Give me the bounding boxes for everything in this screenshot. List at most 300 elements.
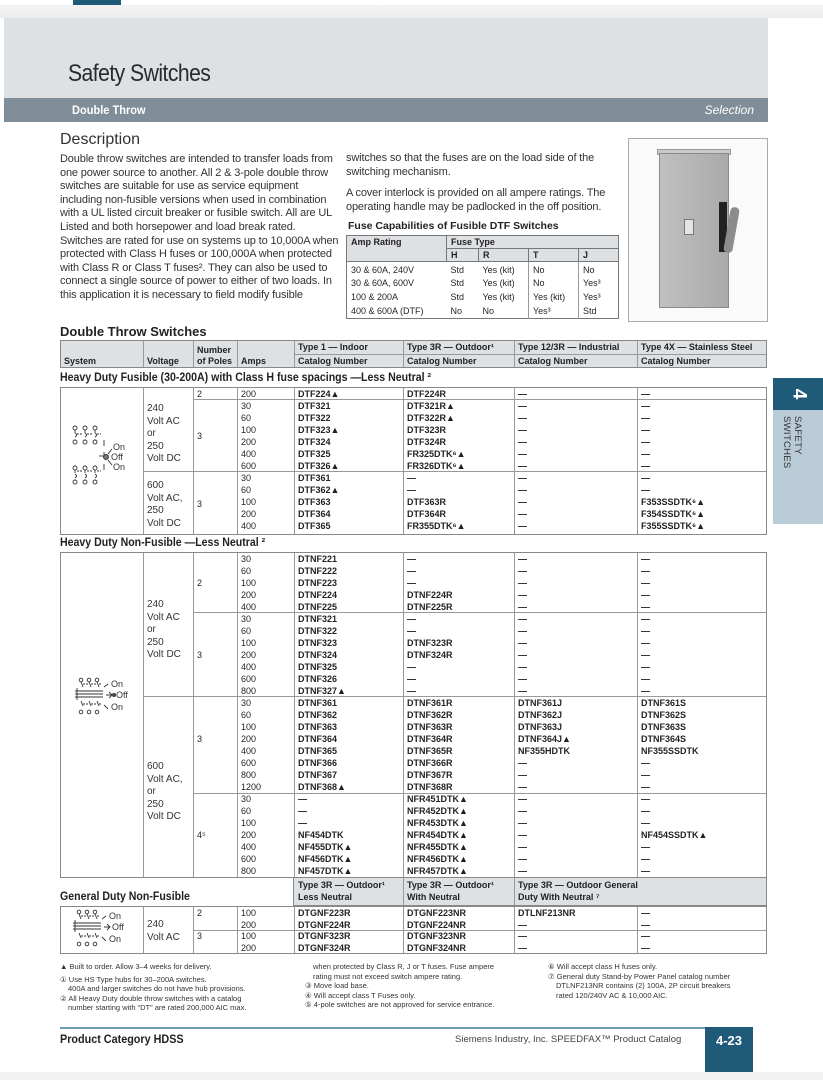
header-voltage: Voltage [147, 356, 179, 366]
amps-cell: 60 [241, 566, 252, 576]
main-table-header [60, 340, 767, 368]
type12-catalog-number: — [518, 758, 527, 768]
type3r-catalog-number: — [407, 473, 416, 483]
type12-catalog-number: — [518, 461, 527, 471]
header-poles-1: Number [197, 345, 232, 355]
type1-catalog-number: NF454DTK [298, 830, 344, 840]
type3r-catalog-number: NFR455DTK▲ [407, 842, 468, 852]
type3r-catalog-number: — [407, 686, 416, 696]
type4x-catalog-number: — [641, 554, 650, 564]
type3r-catalog-number: FR325DTK⁶▲ [407, 449, 466, 459]
table-row [347, 290, 619, 304]
type4x-catalog-number: — [641, 473, 650, 483]
description-column-2 [346, 152, 621, 214]
amps-cell: 600 [241, 758, 257, 768]
footnote: 400A and larger switches do not have hub provisions. [68, 984, 246, 994]
type4x-catalog-number: — [641, 758, 650, 768]
description-paragraph: switches so that the fuses are on the load side of the switching mechanism. [346, 152, 595, 178]
header-system: System [64, 356, 97, 366]
amps-cell: 100 [241, 425, 257, 435]
poles-cell: 2 [197, 578, 203, 588]
type4x-catalog-number: — [641, 818, 650, 828]
type3r-catalog-number: DTNF224R [407, 590, 453, 600]
type12-catalog-number: — [518, 425, 527, 435]
fuse-t: Yes³ [529, 304, 579, 318]
fuse-j: Std [579, 304, 619, 318]
type4x-catalog-number: — [641, 842, 650, 852]
type1-catalog-number: DTNF321 [298, 614, 338, 624]
type4x-catalog-number: — [641, 413, 650, 423]
amps-cell: 400 [241, 842, 257, 852]
amps-cell: 600 [241, 854, 257, 864]
type3r-catalog-number: NFR452DTK▲ [407, 806, 468, 816]
fuse-h: No [450, 305, 463, 316]
header-amps: Amps [241, 356, 267, 366]
type4x-catalog-number: — [641, 674, 650, 684]
svg-text:On: On [113, 462, 126, 472]
description-heading: Description [60, 131, 141, 148]
general-duty-catalog-number: — [518, 931, 527, 941]
type1-catalog-number: DTNF325 [298, 662, 338, 672]
amps-cell: 400 [241, 602, 257, 612]
fuse-t: Yes (kit) [529, 290, 579, 304]
extra-catalog-number: — [641, 931, 650, 941]
type4x-catalog-number: DTNF361S [641, 698, 687, 708]
description-column-1: Double throw switches are intended to transfer loads from one power source to another. All 2 & 3-pole double throw switches are suitable for use as service equipment including non-fusible versions when used in combination with a UL listed circuit breaker or fusible switch. All are UL Listed and both horsepower and load break rated. Switches are rated for use on systems up to 10,000A when protected with Class H fuses or 100,000A when protected with Class R or Class T fuses². They can also be used to connect a single source of power to either of two loads. In this application it is necessary to field modify fusible [60, 153, 339, 301]
header-catalog: Catalog Number [298, 356, 368, 366]
fuse-col-r: R [479, 249, 529, 262]
general-duty-header [293, 878, 767, 906]
footnote: ④ Will accept class T Fuses only. [305, 990, 416, 1000]
voltage-600: 600 Volt AC, 250 Volt DC [147, 480, 183, 529]
type3r-catalog-number: NFR456DTK▲ [407, 854, 468, 864]
footnotes-column-3 [548, 962, 731, 1000]
section-label [781, 416, 803, 469]
amps-cell: 100 [241, 908, 257, 918]
gd-header-c2: Type 3R — Outdoor¹ [407, 880, 494, 890]
type4x-catalog-number: — [641, 449, 650, 459]
extra-catalog-number: — [641, 919, 650, 930]
header-catalog: Catalog Number [518, 356, 588, 366]
type1-catalog-number: DTF323▲ [298, 425, 340, 435]
product-photo-safety-switch [628, 138, 768, 322]
type1-catalog-number: DTF365 [298, 521, 331, 531]
type12-catalog-number: — [518, 554, 527, 564]
type12-catalog-number: — [518, 389, 527, 399]
type12-catalog-number: — [518, 650, 527, 660]
type12-catalog-number: — [518, 662, 527, 672]
type4x-catalog-number: — [641, 590, 650, 600]
type1-catalog-number: DTF321 [298, 401, 331, 411]
type3r-catalog-number: DTNF366R [407, 758, 453, 768]
type12-catalog-number: — [518, 485, 527, 495]
type3r-catalog-number: — [407, 674, 416, 684]
type3r-catalog-number: DTF323R [407, 425, 447, 435]
amps-cell: 30 [241, 554, 252, 564]
fuse-h: Std [450, 278, 465, 288]
fuse-rating: 30 & 60A, 600V [351, 278, 415, 288]
footnotes-column-2 [305, 962, 494, 1010]
type1-catalog-number: DTNF223 [298, 578, 338, 588]
type1-catalog-number: DTF364 [298, 509, 331, 519]
type3r-catalog-number: — [407, 566, 416, 576]
svg-text:Off: Off [112, 922, 124, 932]
type4x-catalog-number: — [641, 437, 650, 447]
product-category: Product Category HDSS [60, 1032, 184, 1046]
type4x-catalog-number: — [641, 602, 650, 612]
gd-header-c1: Type 3R — Outdoor¹ [298, 880, 385, 890]
type3r-catalog-number: FR326DTK⁶▲ [407, 461, 466, 471]
with-neutral-catalog-number: DTGNF223NR [407, 908, 467, 918]
type4x-catalog-number: — [641, 485, 650, 495]
type4x-catalog-number: — [641, 854, 650, 864]
type4x-catalog-number: F353SSDTK⁶▲ [641, 497, 706, 507]
subtitle-right: Selection [704, 103, 754, 117]
type12-catalog-number: — [518, 818, 527, 828]
type1-catalog-number: DTF326▲ [298, 461, 340, 471]
type3r-catalog-number: DTF321R▲ [407, 401, 455, 411]
less-neutral-catalog-number: DTGNF223R [298, 908, 351, 918]
poles-cell: 3 [197, 431, 203, 441]
amps-cell: 200 [241, 942, 257, 953]
svg-text:On: On [113, 442, 126, 452]
voltage-240ac: 240 Volt AC [147, 919, 180, 943]
type4x-catalog-number: — [641, 578, 650, 588]
type12-catalog-number: NF355HDTK [518, 746, 571, 756]
type3r-catalog-number: DTNF362R [407, 710, 453, 720]
amps-cell: 200 [241, 650, 257, 660]
header-catalog: Catalog Number [407, 356, 477, 366]
type1-catalog-number: NF457DTK▲ [298, 866, 353, 876]
amps-cell: 60 [241, 485, 252, 495]
type4x-catalog-number: — [641, 794, 650, 804]
section-number-text: 4 [787, 388, 809, 400]
amps-cell: 100 [241, 931, 257, 941]
type1-catalog-number: DTF324 [298, 437, 331, 447]
table-row [347, 304, 619, 318]
double-throw-heading: Double Throw Switches [60, 324, 207, 339]
fuse-h: Std [450, 292, 465, 302]
fuse-j: No [579, 262, 619, 277]
fuse-rating: 400 & 600A (DTF) [351, 305, 424, 316]
type4x-catalog-number: — [641, 614, 650, 624]
footnote: ⑥ Will accept class H fuses only. [548, 962, 658, 971]
type4x-catalog-number: — [641, 806, 650, 816]
type12-catalog-number: DTNF361J [518, 698, 563, 708]
type1-catalog-number: — [298, 818, 307, 828]
gd-header-c1-sub: Less Neutral [298, 892, 353, 902]
type1-catalog-number: — [298, 794, 307, 804]
type4x-catalog-number: — [641, 389, 650, 399]
amps-cell: 200 [241, 389, 257, 399]
footnotes-column-1 [60, 962, 246, 1013]
type1-catalog-number: DTF322 [298, 413, 331, 423]
amps-cell: 30 [241, 473, 252, 483]
type3r-catalog-number: — [407, 614, 416, 624]
type3r-catalog-number: DTF363R [407, 497, 447, 507]
voltage-600: 600 Volt AC, or 250 Volt DC [147, 761, 183, 822]
type12-catalog-number: — [518, 614, 527, 624]
type4x-catalog-number: — [641, 401, 650, 411]
subtitle-band [4, 98, 768, 122]
type4x-catalog-number: — [641, 650, 650, 660]
enclosure-window [684, 219, 694, 235]
type3r-catalog-number: NFR457DTK▲ [407, 866, 468, 876]
fuse-j: Yes³ [579, 290, 619, 304]
hd-fusible-table [60, 387, 767, 535]
amps-cell: 60 [241, 413, 252, 423]
type3r-catalog-number: DTF364R [407, 509, 447, 519]
type12-catalog-number: — [518, 626, 527, 636]
type1-catalog-number: DTNF365 [298, 746, 338, 756]
footnote: number starting with “DT” are rated 200,000 AIC max. [68, 1003, 247, 1013]
type3r-catalog-number: DTNF365R [407, 746, 453, 756]
gd-header-c2-sub: With Neutral [407, 892, 460, 902]
subtitle-left: Double Throw [72, 103, 146, 117]
type1-catalog-number: DTNF323 [298, 638, 338, 648]
type4x-catalog-number: DTNF363S [641, 722, 687, 732]
amps-cell: 600 [241, 674, 257, 684]
amps-cell: 200 [241, 919, 257, 930]
type1-catalog-number: DTNF361 [298, 698, 338, 708]
with-neutral-catalog-number: DTGNF323NR [407, 931, 467, 941]
type1-catalog-number: DTF361 [298, 473, 331, 483]
type3r-catalog-number: DTNF367R [407, 770, 453, 780]
type1-catalog-number: DTNF326 [298, 674, 338, 684]
amps-cell: 200 [241, 437, 257, 447]
poles-cell: 2 [197, 908, 203, 918]
voltage-240: 240 Volt AC or 250 Volt DC [147, 599, 181, 660]
fuse-t: No [529, 262, 579, 277]
svg-text:On: On [111, 702, 124, 712]
type1-catalog-number: — [298, 806, 307, 816]
table-row [347, 276, 619, 290]
amps-cell: 200 [241, 830, 257, 840]
amps-cell: 60 [241, 710, 252, 720]
type12-catalog-number: — [518, 590, 527, 600]
type1-catalog-number: DTNF363 [298, 722, 338, 732]
type12-catalog-number: — [518, 686, 527, 696]
poles-cell: 3 [197, 499, 203, 509]
footnote: ⑤ 4-pole switches are not approved for service entrance. [305, 1000, 495, 1010]
type1-catalog-number: DTF224▲ [298, 389, 340, 399]
type4x-catalog-number: DTNF362S [641, 710, 687, 720]
footnote: ⑦ General duty Stand-by Power Panel catalog number [548, 971, 731, 981]
extra-catalog-number: — [641, 908, 650, 918]
type1-catalog-number: DTNF327▲ [298, 686, 346, 696]
type12-catalog-number: DTNF363J [518, 722, 563, 732]
type4x-catalog-number: — [641, 662, 650, 672]
with-neutral-catalog-number: DTGNF324NR [407, 942, 467, 953]
type12-catalog-number: — [518, 437, 527, 447]
fuse-t: No [529, 276, 579, 290]
amps-cell: 200 [241, 590, 257, 600]
fuse-col-h: H [447, 249, 479, 262]
amps-cell: 100 [241, 578, 257, 588]
type12-catalog-number: — [518, 866, 527, 876]
type4x-catalog-number: — [641, 866, 650, 876]
type12-catalog-number: — [518, 566, 527, 576]
type4x-catalog-number: — [641, 626, 650, 636]
amps-cell: 800 [241, 770, 257, 780]
type1-catalog-number: DTNF225 [298, 602, 338, 612]
type3r-catalog-number: NFR451DTK▲ [407, 794, 468, 804]
amps-cell: 400 [241, 662, 257, 672]
type12-catalog-number: — [518, 674, 527, 684]
type1-catalog-number: DTNF362 [298, 710, 338, 720]
type1-catalog-number: NF455DTK▲ [298, 842, 353, 852]
section-general-duty-nonfusible: General Duty Non-Fusible [60, 891, 190, 903]
type12-catalog-number: — [518, 449, 527, 459]
type12-catalog-number: DTNF362J [518, 710, 563, 720]
type3r-catalog-number: DTNF225R [407, 602, 453, 612]
type3r-catalog-number: — [407, 662, 416, 672]
type3r-catalog-number: DTF322R▲ [407, 413, 455, 423]
type12-catalog-number: — [518, 638, 527, 648]
type3r-catalog-number: — [407, 578, 416, 588]
type3r-catalog-number: DTNF363R [407, 722, 453, 732]
footnote: ▲ Built to order. Allow 3–4 weeks for delivery. [60, 962, 212, 971]
amps-cell: 60 [241, 626, 252, 636]
type1-catalog-number: DTNF224 [298, 590, 338, 600]
type3r-catalog-number: DTNF364R [407, 734, 453, 744]
fuse-table-title: Fuse Capabilities of Fusible DTF Switches [348, 220, 559, 232]
type1-catalog-number: DTNF366 [298, 758, 338, 768]
amps-cell: 600 [241, 461, 257, 471]
footnote: when protected by Class R, J or T fuses. Fuse ampere [313, 962, 495, 971]
type4x-catalog-number: — [641, 770, 650, 780]
fuse-header-type: Fuse Type [447, 236, 619, 249]
poles-cell: 3 [197, 931, 203, 941]
type4x-catalog-number: — [641, 461, 650, 471]
footnote: ③ Move load base. [305, 981, 369, 991]
type4x-catalog-number: DTNF364S [641, 734, 687, 744]
poles-cell: 3 [197, 734, 203, 744]
type12-catalog-number: — [518, 830, 527, 840]
type4x-catalog-number: NF454SSDTK▲ [641, 830, 708, 840]
type4x-catalog-number: — [641, 686, 650, 696]
type1-catalog-number: DTNF367 [298, 770, 338, 780]
svg-text:Off: Off [116, 690, 128, 700]
description-paragraph: A cover interlock is provided on all ampere ratings. The operating handle may be padlocked in the off position. [346, 187, 606, 213]
amps-cell: 30 [241, 614, 252, 624]
type12-catalog-number: — [518, 413, 527, 423]
section-side-tab[interactable] [773, 378, 823, 524]
header-catalog: Catalog Number [641, 356, 711, 366]
amps-cell: 30 [241, 794, 252, 804]
svg-text:On: On [109, 934, 122, 944]
page-number: 4-23 [715, 1033, 743, 1048]
type12-catalog-number: — [518, 770, 527, 780]
bottom-shade [0, 1072, 823, 1080]
catalog-name: Siemens Industry, Inc. SPEEDFAX™ Product Catalog [455, 1034, 682, 1045]
amps-cell: 400 [241, 449, 257, 459]
type1-catalog-number: DTF325 [298, 449, 331, 459]
poles-cell: 4⁵ [197, 830, 206, 840]
table-row [347, 262, 619, 277]
header-type12: Type 12/3R — Industrial [518, 342, 620, 352]
type12-catalog-number: — [518, 497, 527, 507]
footnote: rated 120/240V AC & 10,000 AIC. [556, 990, 668, 1000]
section-label-line: SWITCHES [781, 416, 792, 469]
type1-catalog-number: NF456DTK▲ [298, 854, 353, 864]
fusible-switch-diagram-icon [69, 424, 139, 496]
amps-cell: 30 [241, 401, 252, 411]
fuse-r: Yes (kit) [482, 278, 515, 288]
type4x-catalog-number: — [641, 566, 650, 576]
type3r-catalog-number: DTNF361R [407, 698, 453, 708]
with-neutral-catalog-number: DTGNF224NR [407, 919, 467, 930]
poles-cell: 3 [197, 650, 203, 660]
nonfusible-switch-diagram-icon [73, 677, 143, 719]
fuse-r: No [482, 305, 495, 316]
amps-cell: 800 [241, 686, 257, 696]
fuse-col-t: T [529, 249, 579, 262]
header-type1: Type 1 — Indoor [298, 342, 368, 352]
type12-catalog-number: — [518, 401, 527, 411]
type3r-catalog-number: — [407, 485, 416, 495]
type3r-catalog-number: DTNF368R [407, 782, 453, 792]
type12-catalog-number: — [518, 806, 527, 816]
type1-catalog-number: DTF363 [298, 497, 331, 507]
top-shade [0, 5, 823, 18]
voltage-240: 240 Volt AC or 250 Volt DC [147, 403, 181, 464]
type12-catalog-number: DTNF364J▲ [518, 734, 571, 744]
type12-catalog-number: — [518, 854, 527, 864]
amps-cell: 100 [241, 638, 257, 648]
fuse-rating: 100 & 200A [351, 292, 399, 302]
type1-catalog-number: DTNF222 [298, 566, 338, 576]
section-heavy-duty-fusible: Heavy Duty Fusible (30-200A) with Class H fuse spacings —Less Neutral ² [60, 372, 432, 384]
type1-catalog-number: DTNF324 [298, 650, 338, 660]
section-label-line: SAFETY [792, 416, 803, 455]
type4x-catalog-number: — [641, 782, 650, 792]
fuse-col-j: J [579, 249, 619, 262]
header-type3r: Type 3R — Outdoor¹ [407, 342, 494, 352]
footnote: DTLNF213NR contains (2) 100A, 2P circuit breakers [556, 981, 731, 991]
less-neutral-catalog-number: DTGNF324R [298, 942, 351, 953]
fuse-header-amp: Amp Rating [347, 236, 447, 262]
type1-catalog-number: DTNF364 [298, 734, 338, 744]
gd-header-c3: Type 3R — Outdoor General [518, 880, 638, 890]
amps-cell: 100 [241, 818, 257, 828]
type3r-catalog-number: — [407, 626, 416, 636]
type12-catalog-number: — [518, 578, 527, 588]
type1-catalog-number: DTNF322 [298, 626, 338, 636]
type12-catalog-number: — [518, 521, 527, 531]
type1-catalog-number: DTNF221 [298, 554, 338, 564]
type4x-catalog-number: — [641, 425, 650, 435]
general-duty-catalog-number: DTLNF213NR [518, 908, 576, 918]
type4x-catalog-number: — [641, 638, 650, 648]
fuse-rating: 30 & 60A, 240V [351, 265, 415, 275]
amps-cell: 800 [241, 866, 257, 876]
type4x-catalog-number: F355SSDTK⁶▲ [641, 521, 706, 531]
amps-cell: 100 [241, 497, 257, 507]
amps-cell: 100 [241, 722, 257, 732]
type12-catalog-number: — [518, 509, 527, 519]
type12-catalog-number: — [518, 602, 527, 612]
type12-catalog-number: — [518, 782, 527, 792]
amps-cell: 400 [241, 521, 257, 531]
type3r-catalog-number: DTNF323R [407, 638, 453, 648]
amps-cell: 60 [241, 806, 252, 816]
extra-catalog-number: — [641, 942, 650, 953]
gd-header-c3-sub: Duty With Neutral ⁷ [518, 892, 600, 902]
footer-rule [60, 1027, 710, 1029]
type3r-catalog-number: DTF324R [407, 437, 447, 447]
less-neutral-catalog-number: DTGNF224R [298, 919, 351, 930]
